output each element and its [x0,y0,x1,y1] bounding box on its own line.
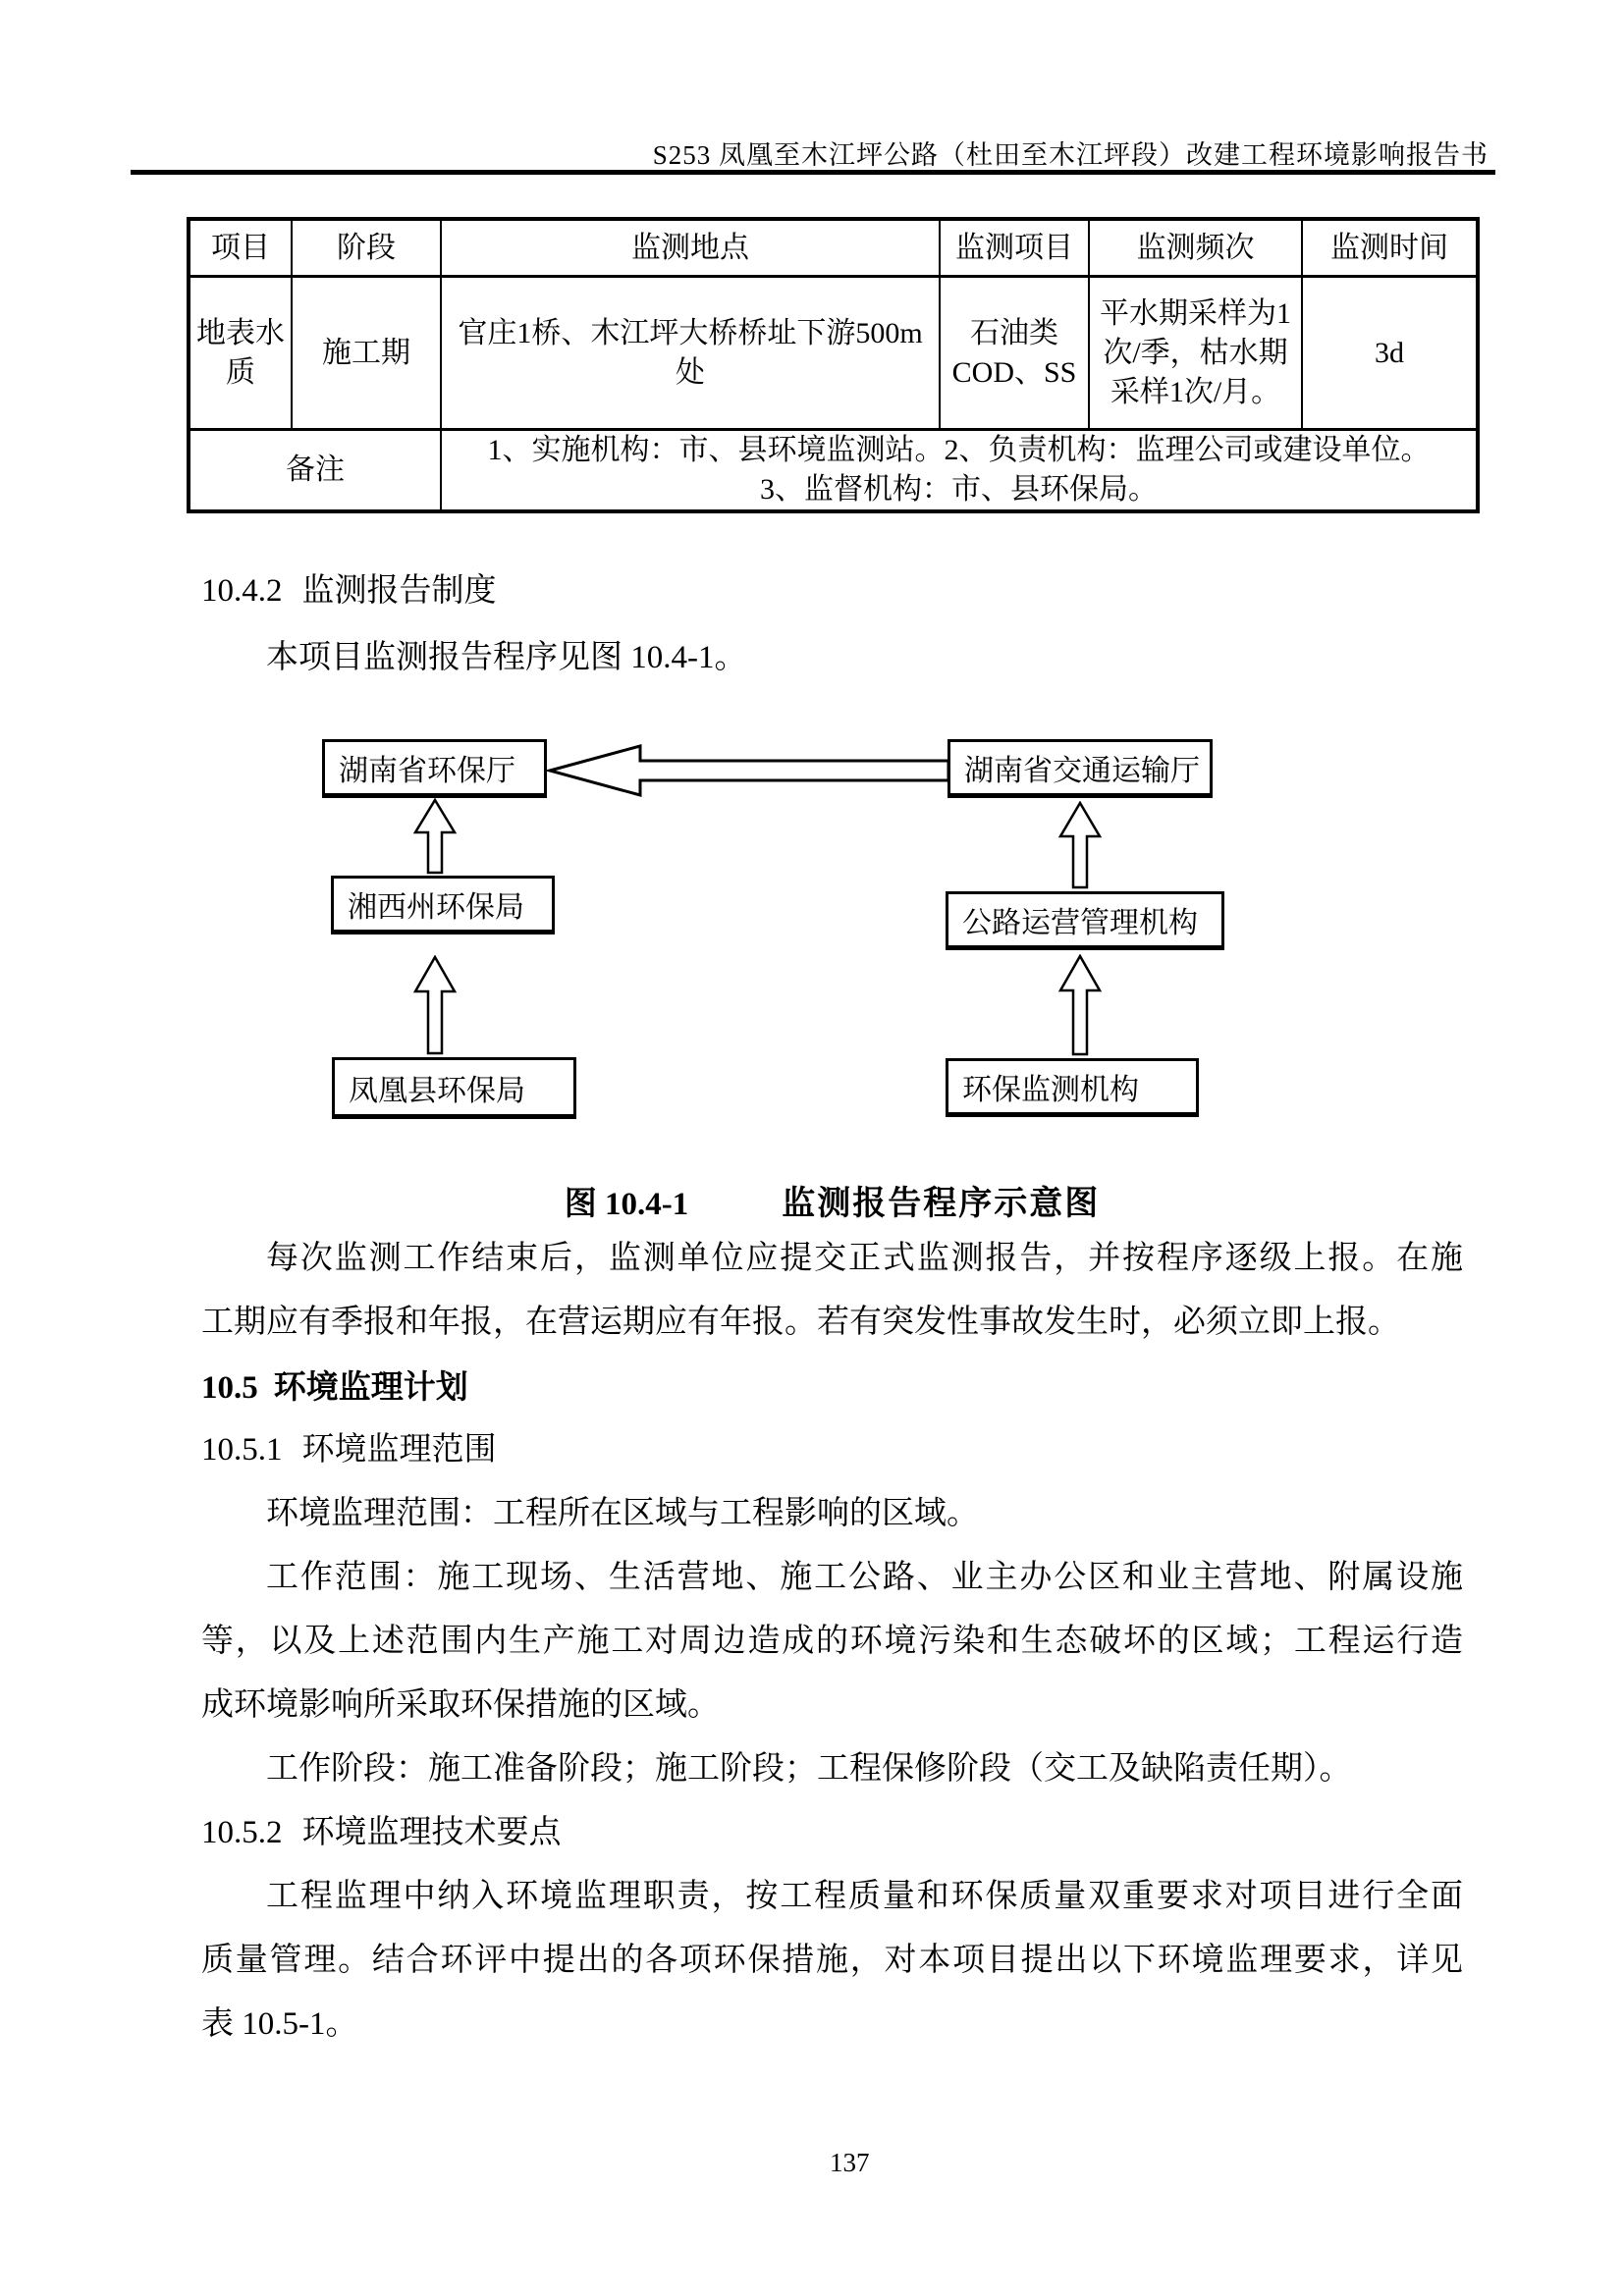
paragraph-line: 质量管理。结合环评中提出的各项环保措施，对本项目提出以下环境监理要求，详见 [201,1943,1463,1978]
col-header-frequency: 监测频次 [1089,219,1302,277]
paragraph-line: 每次监测工作结束后，监测单位应提交正式监测报告，并按程序逐级上报。在施 [266,1241,1463,1276]
figure-caption [201,1176,1463,1224]
paragraph-line: 工作范围：施工现场、生活营地、施工公路、业主办公区和业主营地、附属设施 [266,1560,1463,1595]
section-number: 10.4.2 [201,573,283,609]
page-number: 137 [830,2148,870,2177]
cell-frequency: 平水期采样为1次/季，枯水期采样1次/月。 [1089,277,1302,430]
section-number: 10.5 [201,1370,258,1406]
up-arrow-icon [413,955,457,1055]
section-1042-paragraph: 本项目监测报告程序见图 10.4-1。 [266,640,747,675]
col-header-location: 监测地点 [441,219,940,277]
left-arrow-icon [547,743,950,798]
note-line: 1、实施机构：市、县环境监测站。2、负责机构：监理公司或建设单位。 [487,434,1431,466]
section-title: 环境监理计划 [273,1368,468,1405]
diagram-box-road-operator: 公路运营管理机构 [946,891,1224,950]
body-text [201,1227,1463,2056]
col-header-phase: 阶段 [292,219,441,277]
note-label: 备注 [189,430,441,512]
diagram-box-county-epa: 凤凰县环保局 [332,1057,576,1119]
diagram-box-province-epa: 湖南省环保厅 [322,739,547,798]
section-number: 10.5.1 [201,1432,283,1468]
section-number: 10.5.2 [201,1815,283,1850]
section-heading-1052 [201,1801,1463,1865]
diagram-box-monitor-org: 环保监测机构 [946,1058,1199,1117]
col-header-item: 项目 [189,219,292,277]
col-header-param: 监测项目 [940,219,1089,277]
paragraph-line: 工期应有季报和年报，在营运期应有年报。若有突发性事故发生时，必须立即上报。 [201,1305,1400,1340]
cell-phase: 施工期 [292,277,441,430]
cell-item: 地表水质 [189,277,292,430]
paragraph-line: 等，以及上述范围内生产施工对周边造成的环境污染和生态破坏的区域；工程运行造 [201,1624,1463,1659]
section-heading-105 [201,1355,1463,1418]
cell-location: 官庄1桥、木江坪大桥桥址下游500m处 [441,277,940,430]
param-line: COD、SS [951,355,1077,389]
page-header-title: S253 凤凰至木江坪公路（杜田至木江坪段）改建工程环境影响报告书 [652,140,1489,170]
param-line: 石油类 [970,316,1058,349]
paragraph-line: 工作阶段：施工准备阶段；施工阶段；工程保修阶段（交工及缺陷责任期）。 [266,1751,1352,1787]
up-arrow-icon [1058,801,1102,889]
paragraph-line: 工程监理中纳入环境监理职责，按工程质量和环保质量双重要求对项目进行全面 [266,1879,1463,1914]
section-title: 监测报告制度 [301,573,497,609]
paragraph-line: 环境监理范围：工程所在区域与工程影响的区域。 [266,1496,979,1531]
up-arrow-icon [1058,954,1102,1056]
section-title: 环境监理范围 [301,1432,497,1468]
section-heading-1051 [201,1418,1463,1482]
paragraph-line: 成环境影响所采取环保措施的区域。 [201,1687,720,1723]
paragraph-line: 表 10.5-1。 [201,2006,358,2042]
col-header-time: 监测时间 [1302,219,1478,277]
section-title: 环境监理技术要点 [301,1815,562,1850]
figure-title: 监测报告程序示意图 [782,1185,1101,1222]
cell-time: 3d [1302,277,1478,430]
note-line: 3、监督机构：市、县环保局。 [760,473,1158,506]
figure-number: 图 10.4-1 [564,1187,689,1222]
diagram-box-prefecture-epa: 湘西州环保局 [331,876,555,934]
up-arrow-icon [413,798,457,875]
diagram-box-province-transport: 湖南省交通运输厅 [947,739,1213,798]
